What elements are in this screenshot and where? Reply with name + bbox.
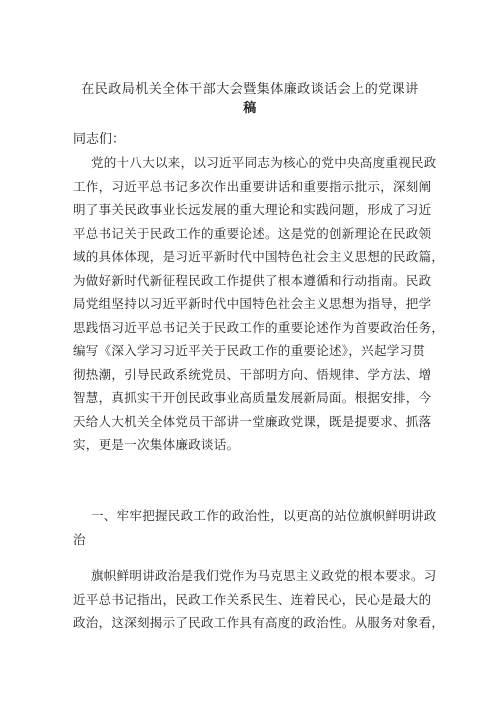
paragraph-line: 近平总书记指出，民政工作关系民生、连着民心，民心是最大的 — [73, 591, 432, 607]
greeting: 同志们： — [73, 132, 126, 147]
paragraph-line: 工作，习近平总书记多次作出重要讲话和重要指示批示，深刻阐 — [73, 178, 432, 194]
paragraph-line: 天给人大机关全体党员干部讲一堂廉政党课，既是提要求、抓落 — [73, 413, 432, 429]
paragraph-line: 彻热潮，引导民政系统党员、干部明方向、悟规律、学方法、增 — [73, 366, 432, 382]
paragraph-line: 实，更是一次集体廉政谈话。 — [73, 437, 240, 452]
heading-line: 治 — [73, 531, 86, 547]
paragraph-line: 为做好新时代新征程民政工作提供了根本遵循和行动指南。民政 — [73, 272, 432, 288]
heading-line: 一、牢牢把握民政工作的政治性，以更高的站位旗帜鲜明讲政 — [91, 508, 437, 523]
paragraph-line: 旗帜鲜明讲政治是我们党作为马克思主义政党的根本要求。习 — [91, 568, 437, 583]
paragraph-line: 平总书记关于民政工作的重要论述。这是党的创新理论在民政领 — [73, 225, 432, 241]
paragraph-line: 域的具体体现，是习近平新时代中国特色社会主义思想的民政篇， — [73, 249, 445, 264]
paragraph-line: 明了事关民政事业长远发展的重大理论和实践问题，形成了习近 — [73, 202, 432, 217]
paragraph-line: 政治，这深刻揭示了民政工作具有高度的政治性。从服务对象看， — [73, 615, 445, 630]
paragraph-section-1 — [73, 564, 445, 635]
document-title-line2: 稿 — [243, 101, 257, 116]
paragraph-intro — [73, 151, 445, 457]
paragraph-line: 党的十八大以来，以习近平同志为核心的党中央高度重视民政 — [91, 155, 437, 170]
paragraph-line: 局党组坚持以习近平新时代中国特色社会主义思想为指导，把学 — [73, 296, 432, 311]
document-title-line1: 在民政局机关全体干部大会暨集体廉政谈话会上的党课讲 — [81, 82, 419, 97]
section-heading-1 — [73, 504, 437, 551]
paragraph-line: 编写《深入学习习近平关于民政工作的重要论述》，兴起学习贯 — [73, 343, 426, 358]
paragraph-line: 思践悟习近平总书记关于民政工作的重要论述作为首要政治任务， — [73, 319, 445, 335]
paragraph-line: 智慧，真抓实干开创民政事业高质量发展新局面。根据安排，今 — [73, 390, 432, 405]
